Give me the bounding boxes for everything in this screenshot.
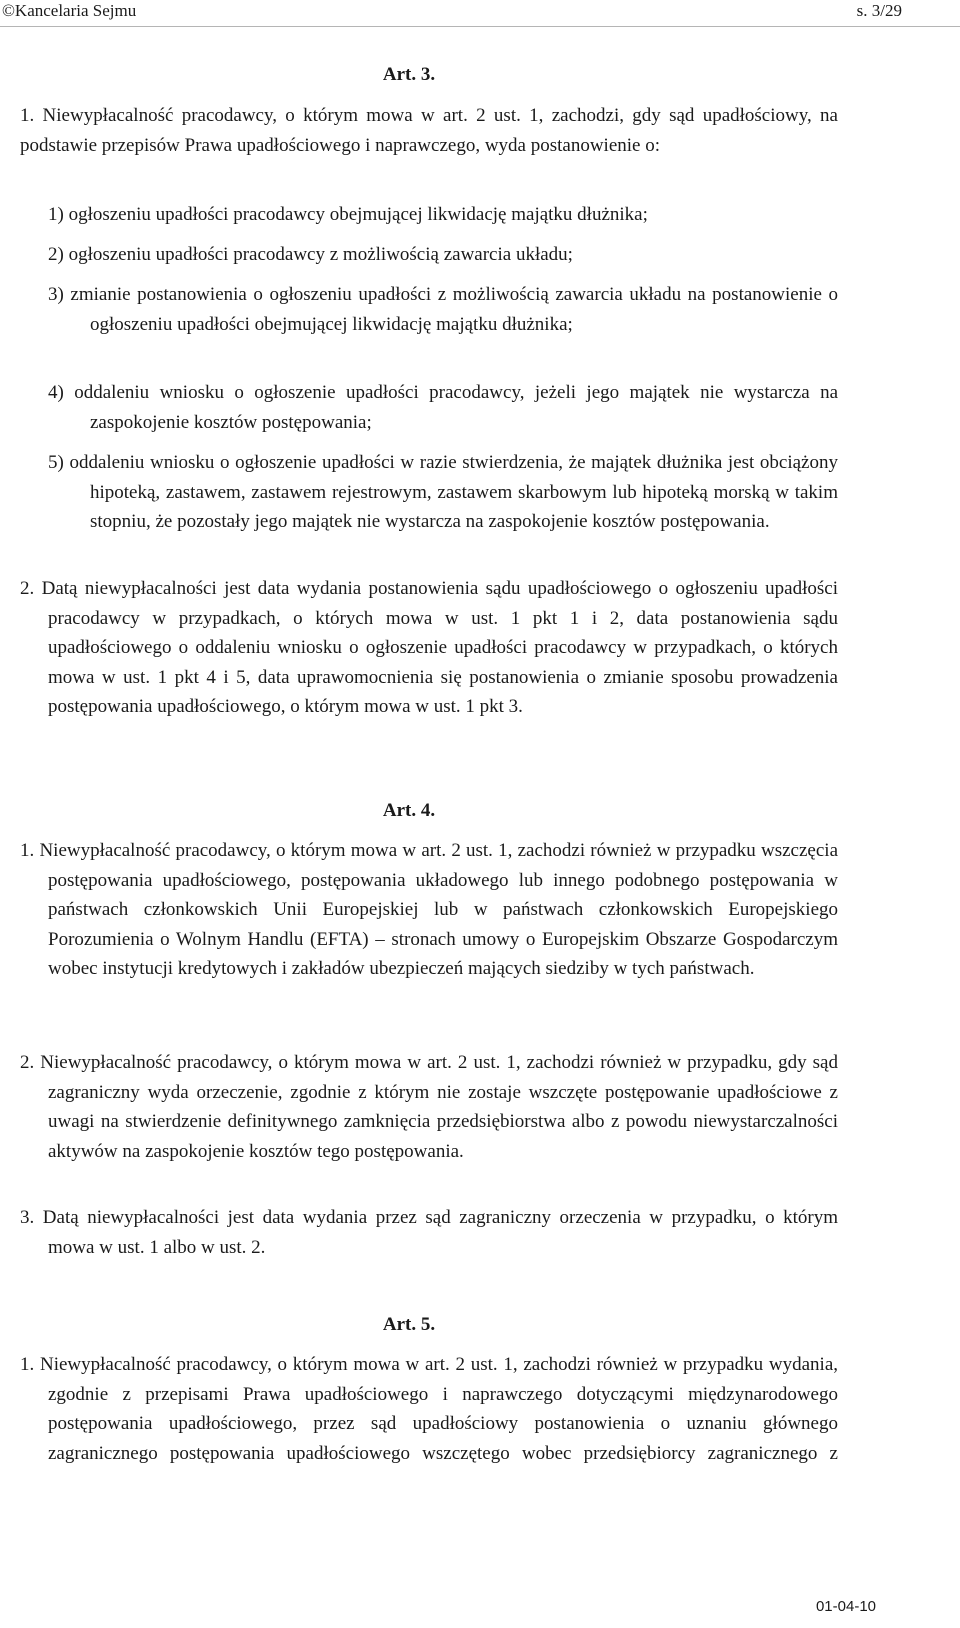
article-3-title: Art. 3. — [382, 64, 436, 85]
art3-item-2: 2) ogłoszeniu upadłości pracodawcy z możliwością zawarcia układu; — [48, 244, 573, 265]
art4-paragraph-3: 3. Datą niewypłacalności jest data wydania przez sąd zagraniczny orzeczenia w przypadku, o którym mowa w ust. 1 albo w ust. 2. — [20, 1207, 838, 1258]
art3-item-3: 3) zmianie postanowienia o ogłoszeniu upadłości z możliwością zawarcia układu na postanowienie o ogłoszeniu upadłości obejmującej likwidację majątku dłużnika; — [48, 284, 838, 335]
page-header — [0, 0, 960, 27]
article-5-title: Art. 5. — [382, 1314, 436, 1335]
art3-item-1: 1) ogłoszeniu upadłości pracodawcy obejmującej likwidację majątku dłużnika; — [48, 204, 648, 225]
art3-paragraph-2: 2. Datą niewypłacalności jest data wydania postanowienia sądu upadłościowego o ogłoszeniu upadłości pracodawcy w przypadkach, o których mowa w ust. 1 pkt 1 i 2, data postanowienia sądu upadłościowego o oddaleniu wniosku o ogłoszenie upadłości pracodawcy w przypadkach, o których mowa w ust. 1 pkt 4 i 5, data uprawomocnienia się postanowienia o zmianie sposobu prowadzenia postępowania upadłościowego, o którym mowa w ust. 1 pkt 3. — [20, 578, 838, 717]
art3-item-4: 4) oddaleniu wniosku o ogłoszenie upadłości pracodawcy, jeżeli jego majątek nie wystarcza na zaspokojenie kosztów postępowania; — [48, 382, 838, 433]
art4-paragraph-1: 1. Niewypłacalność pracodawcy, o którym mowa w art. 2 ust. 1, zachodzi również w przypadku wszczęcia postępowania upadłościowego, postępowania układowego lub innego podobnego postępowania w państwach członkowskich Unii Europejskiej lub w państwach członkowskich Europejskiego Porozumienia o Wolnym Handlu (EFTA) – stronach umowy o Europejskim Obszarze Gospodarczym wobec instytucji kredytowych i zakładów ubezpieczeń mających siedziby w tych państwach. — [20, 840, 838, 979]
art3-paragraph-1 — [0, 101, 838, 160]
footer-date-code: 01-04-10 — [815, 1598, 876, 1615]
article-4-title: Art. 4. — [382, 800, 436, 821]
copyright-label: ©Kancelaria Sejmu — [2, 1, 137, 20]
art4-paragraph-2: 2. Niewypłacalność pracodawcy, o którym mowa w art. 2 ust. 1, zachodzi również w przypadku, gdy sąd zagraniczny wyda orzeczenie, zgodnie z którym nie zostaje wszczęte postępowanie upadłościowe z uwagi na stwierdzenie definitywnego zamknięcia przedsiębiorstwa albo z powodu niewystarczalności aktywów na zaspokojenie kosztów tego postępowania. — [20, 1052, 838, 1162]
page-number: s. 3/29 — [856, 1, 902, 20]
art3-p1-text: 1. Niewypłacalność pracodawcy, o którym mowa w art. 2 ust. 1, zachodzi, gdy sąd upadłościowy, na podstawie przepisów Prawa upadłościowego i naprawczego, wyda postanowienie o: — [20, 105, 838, 156]
art5-paragraph-1: 1. Niewypłacalność pracodawcy, o którym mowa w art. 2 ust. 1, zachodzi również w przypadku wydania, zgodnie z przepisami Prawa upadłościowego i naprawczego dotyczącymi międzynarodowego postępowania upadłościowego, przez sąd upadłościowy postanowienia o uznaniu głównego zagranicznego postępowania upadłościowego wszczętego wobec przedsiębiorcy zagranicznego z — [20, 1354, 838, 1464]
art3-item-5: 5) oddaleniu wniosku o ogłoszenie upadłości w razie stwierdzenia, że majątek dłużnika jest obciążony hipoteką, zastawem, zastawem rejestrowym, zastawem skarbowym lub hipoteką morską w takim stopniu, że pozostały jego majątek nie wystarcza na zaspokojenie kosztów postępowania. — [48, 452, 838, 532]
